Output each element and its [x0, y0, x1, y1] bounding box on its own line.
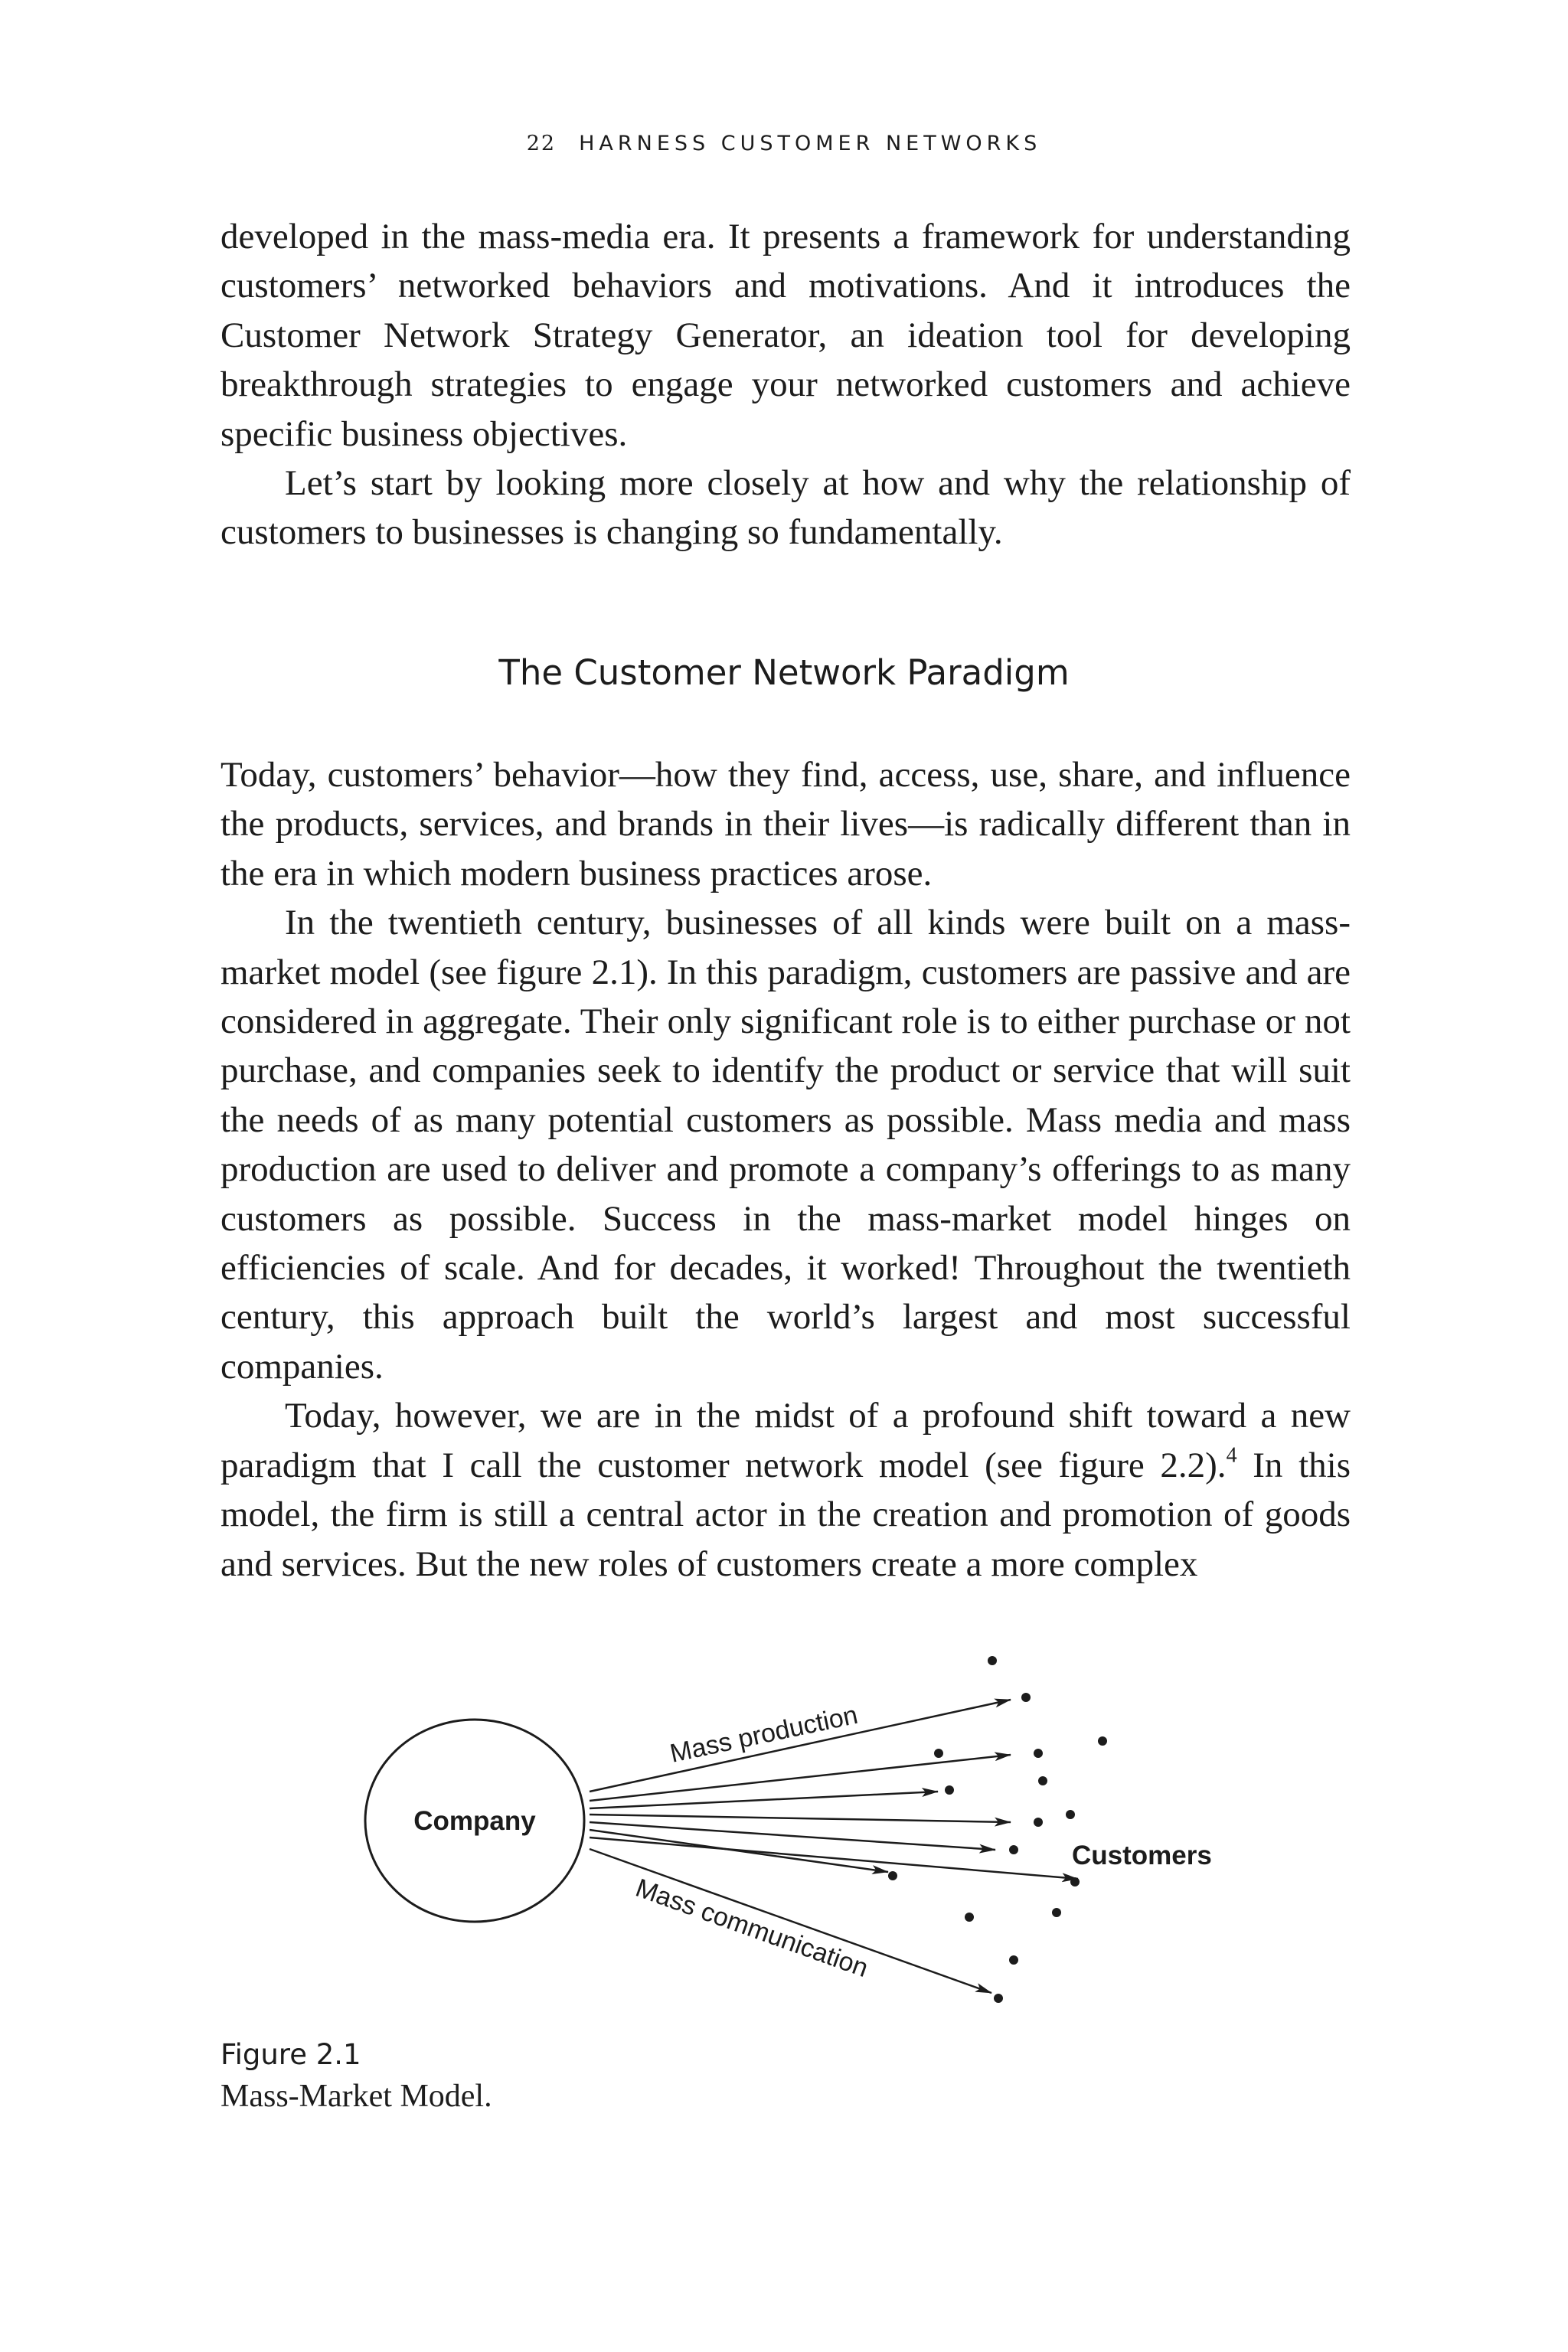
customer-dot — [1009, 1845, 1018, 1854]
customer-dot — [1038, 1776, 1047, 1785]
paragraph-3-rest: In this model, the firm is still a central actor in the creation and promotion of goods and services. But the new roles of customers create a more complex — [220, 1445, 1351, 1584]
figure-mass-market-model — [0, 1638, 1568, 2037]
running-title: HARNESS CUSTOMER NETWORKS — [579, 132, 1042, 155]
customer-dot — [1034, 1818, 1043, 1827]
customer-dot — [1098, 1736, 1107, 1746]
customer-dot — [1009, 1955, 1018, 1965]
customer-dots — [888, 1656, 1107, 2003]
customer-dot — [888, 1871, 897, 1880]
customer-dot — [1066, 1810, 1075, 1819]
intro-paragraph-2: Let’s start by looking more closely at how and why the relationship of customers to businesses is changing so fundamentally. — [220, 463, 1351, 553]
customer-dot — [1052, 1908, 1061, 1917]
section-body — [220, 750, 1351, 1589]
customer-dot — [945, 1785, 954, 1795]
customers-label: Customers — [1072, 1841, 1212, 1870]
customer-dot — [1021, 1693, 1031, 1702]
intro-paragraph-1: developed in the mass-media era. It presents a framework for understanding customers’ networked behaviors and motivations. And it introduces the Customer Network Strategy Generator, an ideation tool for developing breakthrough strategies to engage your networked customers and achieve specific business objectives. — [220, 217, 1351, 454]
section-paragraph-3 — [220, 1391, 1351, 1589]
customer-dot — [934, 1749, 943, 1758]
page-number: 22 — [526, 132, 557, 155]
customer-dot — [988, 1656, 997, 1665]
running-head — [0, 132, 1568, 155]
mass-production-label: Mass production — [667, 1700, 861, 1769]
intro-text — [220, 212, 1351, 557]
arrow — [590, 1838, 1078, 1879]
section-heading: The Customer Network Paradigm — [498, 652, 1070, 693]
section-paragraph-1: Today, customers’ behavior—how they find, access, use, share, and influence the products, services, and brands in their lives—is radically different than in the era in which modern business practices arose. — [220, 755, 1351, 893]
customer-dot — [1070, 1877, 1080, 1886]
paragraph-3-text: Today, however, we are in the midst of a profound shift toward a new paradigm that I call the customer network model (see figure 2.2). — [220, 1396, 1351, 1485]
arrow — [590, 1822, 995, 1850]
arrow — [590, 1849, 991, 1993]
customer-dot — [965, 1913, 974, 1922]
arrow — [590, 1815, 1011, 1822]
mass-communication-label: Mass communication — [632, 1873, 872, 1984]
figure-caption-title: Mass-Market Model. — [220, 2079, 492, 2114]
company-label: Company — [413, 1806, 536, 1836]
mass-market-diagram — [0, 1638, 1568, 2037]
section-paragraph-2: In the twentieth century, businesses of all kinds were built on a mass-market model (see figure 2.1). In this paradigm, customers are passive and are considered in aggregate. Their only significant role is to either purchase or not purchase, and companies seek to identify the product or service that will suit the needs of as many potential customers as possible. Mass media and mass production are used to deliver and promote a company’s offerings to as many customers as possible. Success in the mass-market model hinges on efficiencies of scale. And for decades, it worked! Throughout the twentieth century, this approach built the world’s largest and most successful companies. — [220, 903, 1351, 1387]
customer-dot — [994, 1994, 1003, 2003]
footnote-marker: 4 — [1226, 1443, 1237, 1468]
customer-dot — [1034, 1749, 1043, 1758]
figure-caption-number: Figure 2.1 — [220, 2038, 361, 2071]
